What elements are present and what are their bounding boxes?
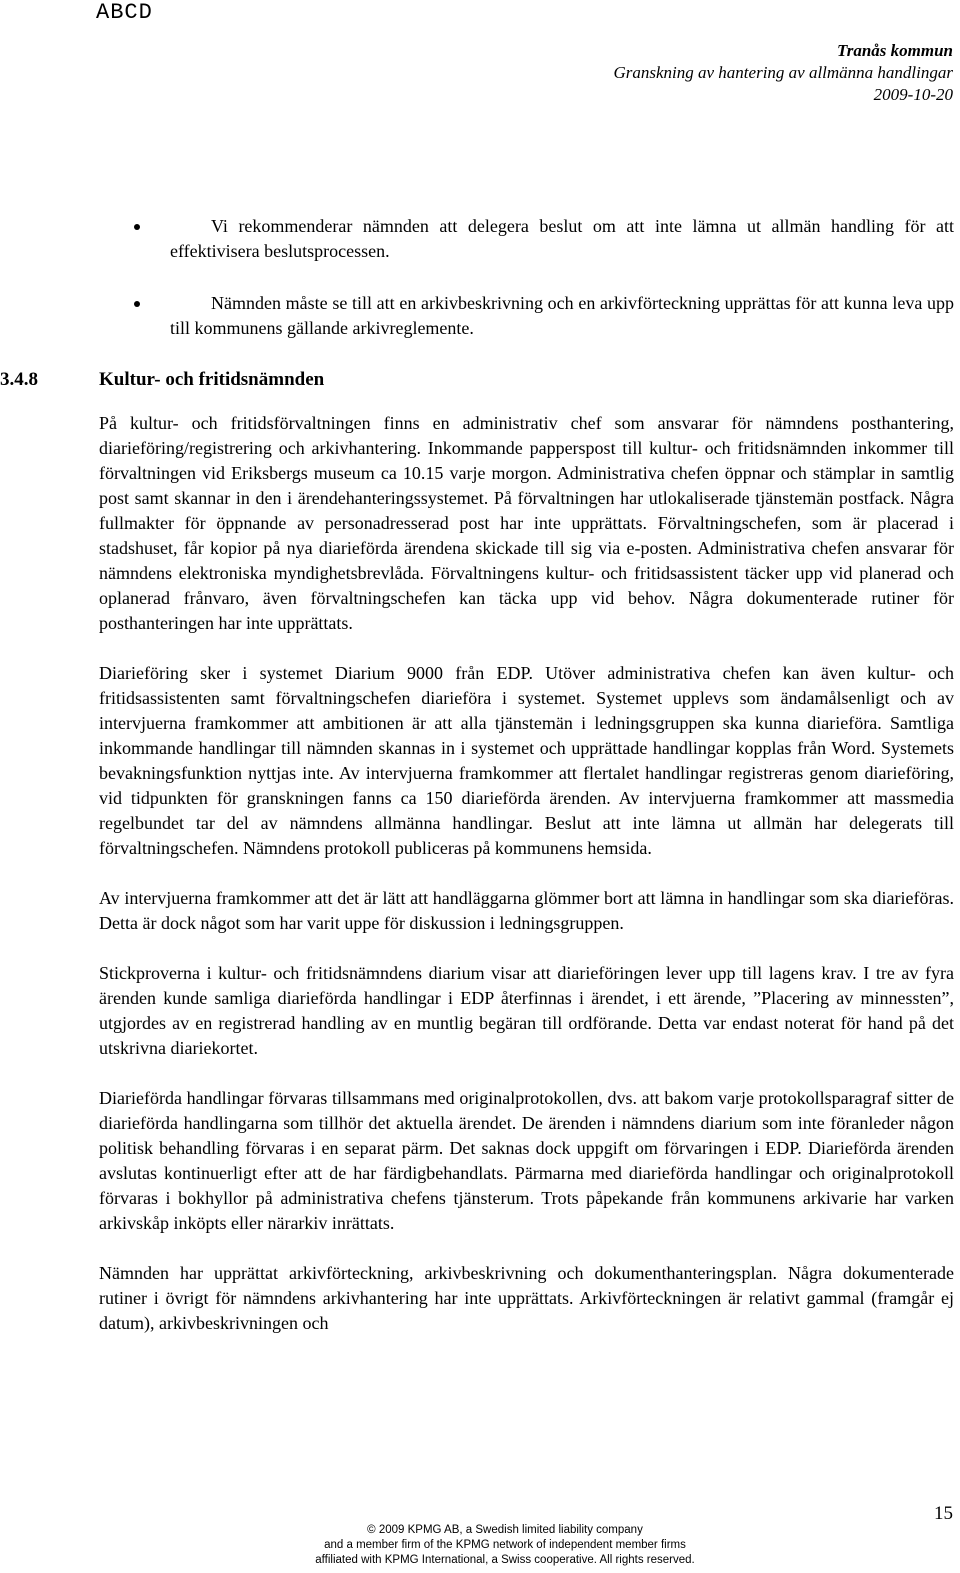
- paragraph: Diarieförda handlingar förvaras tillsammans med originalprotokollen, dvs. att bakom varje protokollsparagraf sitter de diarieförda handlingarna som tillhör det aktuella ärendet. De ärenden i nämndens diarium som inte föranleder någon politisk behandling förvaras i en separat pärm. Det saknas dock uppgift om förvaringen i EDP. Diarieförda ärenden avslutas kontinuerligt efter att de har färdigbehandlats. Pärmarna med diarieförda handlingar och originalprotokoll förvaras i bokhyllor på administrativa chefens tjänsterum. Trots påpekande från kommunens arkivarie har varken arkivskåp inköpts eller närarkiv inrättats.: [99, 1088, 954, 1233]
- bullet-text: Vi rekommenderar nämnden att delegera beslut om att inte lämna ut allmän handling för att effektivisera beslutsprocessen.: [170, 216, 954, 261]
- header-subtitle: Granskning av hantering av allmänna handlingar: [613, 63, 953, 82]
- footer-line: © 2009 KPMG AB, a Swedish limited liability company: [367, 1524, 643, 1536]
- header-organization: Tranås kommun: [836, 41, 953, 60]
- bullet-text: Nämnden måste se till att en arkivbeskrivning och en arkivförteckning upprättas för att kunna leva upp till kommunens gällande arkivreglemente.: [170, 293, 954, 338]
- watermark-text: ABCD: [96, 0, 153, 25]
- page-footer: [290, 1523, 720, 1568]
- paragraph: Nämnden har upprättat arkivförteckning, arkivbeskrivning och dokumenthanteringsplan. Några dokumenterade rutiner i övrigt för nämndens arkivhantering har inte upprättats. Arkivförteckningen är relativt gammal (framgår ej datum), arkivbeskrivningen och: [99, 1263, 954, 1333]
- bullet-dot-icon: [134, 224, 140, 230]
- page-number: 15: [934, 1503, 953, 1524]
- section-number: 3.4.8: [0, 369, 38, 390]
- paragraph: Stickproverna i kultur- och fritidsnämndens diarium visar att diarieföringen lever upp till lagens krav. I tre av fyra ärenden kunde samliga diarieförda handlingar i EDP återfinnas i ärendet, i ett ärende, ”Placering av minnessten”, utgjordes av en registrerad handling av en muntlig begäran till ordförande. Detta var endast noterat för hand på det utskrivna diariekortet.: [99, 963, 954, 1058]
- bullet-dot-icon: [134, 301, 140, 307]
- footer-line: and a member firm of the KPMG network of independent member firms: [324, 1539, 686, 1551]
- paragraph: Av intervjuerna framkommer att det är lätt att handläggarna glömmer bort att lämna in handlingar som ska diarieföras. Detta är dock något som har varit uppe för diskussion i ledningsgruppen.: [99, 888, 954, 933]
- paragraph: Diarieföring sker i systemet Diarium 9000 från EDP. Utöver administrativa chefen kan även kultur- och fritidsassistenten samt förvaltningschefen diarieföra i systemet. Systemet upplevs som ändamålsenligt och av intervjuerna framkommer att ambitionen är att alla tjänstemän i ledningsgruppen ska kunna diarieföra. Samtliga inkommande handlingar till nämnden skannas in i systemet och upprättade handlingar kopplas från Word. Systemets bevakningsfunktion nyttjas inte. Av intervjuerna framkommer att flertalet handlingar registreras genom diarieföring, vid tidpunkten för granskningen fanns ca 150 diarieförda ärenden. Av intervjuerna framkommer att massmedia regelbundet tar del av nämndens allmänna handlingar. Beslut att inte lämna ut allmän har delegerats till förvaltningschefen. Nämndens protokoll publiceras på kommunens hemsida.: [99, 663, 954, 858]
- section-title: Kultur- och fritidsnämnden: [99, 369, 325, 390]
- header-date: 2009-10-20: [873, 85, 953, 104]
- paragraph: På kultur- och fritidsförvaltningen finns en administrativ chef som ansvarar för nämndens posthantering, diarieföring/registrering och arkivhantering. Inkommande papperspost till kultur- och fritidsnämnden inkommer till förvaltningen vid Eriksbergs museum ca 10.15 varje morgon. Administrativa chefen öppnar och stämplar in samtlig post samt skannar in den i ärendehanteringssystemet. På förvaltningen har utlokaliserade tjänstemän postfack. Några fullmakter för öppnande av personadresserad post har inte upprättats. Förvaltningschefen, som är placerad i stadshuset, får kopior på nya diarieförda ärendena skickade till sig via e-posten. Administrativa chefen ansvarar för nämndens elektroniska myndighetsbrevlåda. Förvaltningens kultur- och fritidsassistent täcker upp vid planerad och oplanerad frånvaro, även förvaltningschefen kan täcka upp vid behov. Några dokumenterade rutiner för posthanteringen har inte upprättats.: [99, 413, 954, 633]
- footer-line: affiliated with KPMG International, a Swiss cooperative. All rights reserved.: [315, 1554, 695, 1566]
- page-header: [613, 40, 953, 106]
- body-text: [99, 411, 954, 1361]
